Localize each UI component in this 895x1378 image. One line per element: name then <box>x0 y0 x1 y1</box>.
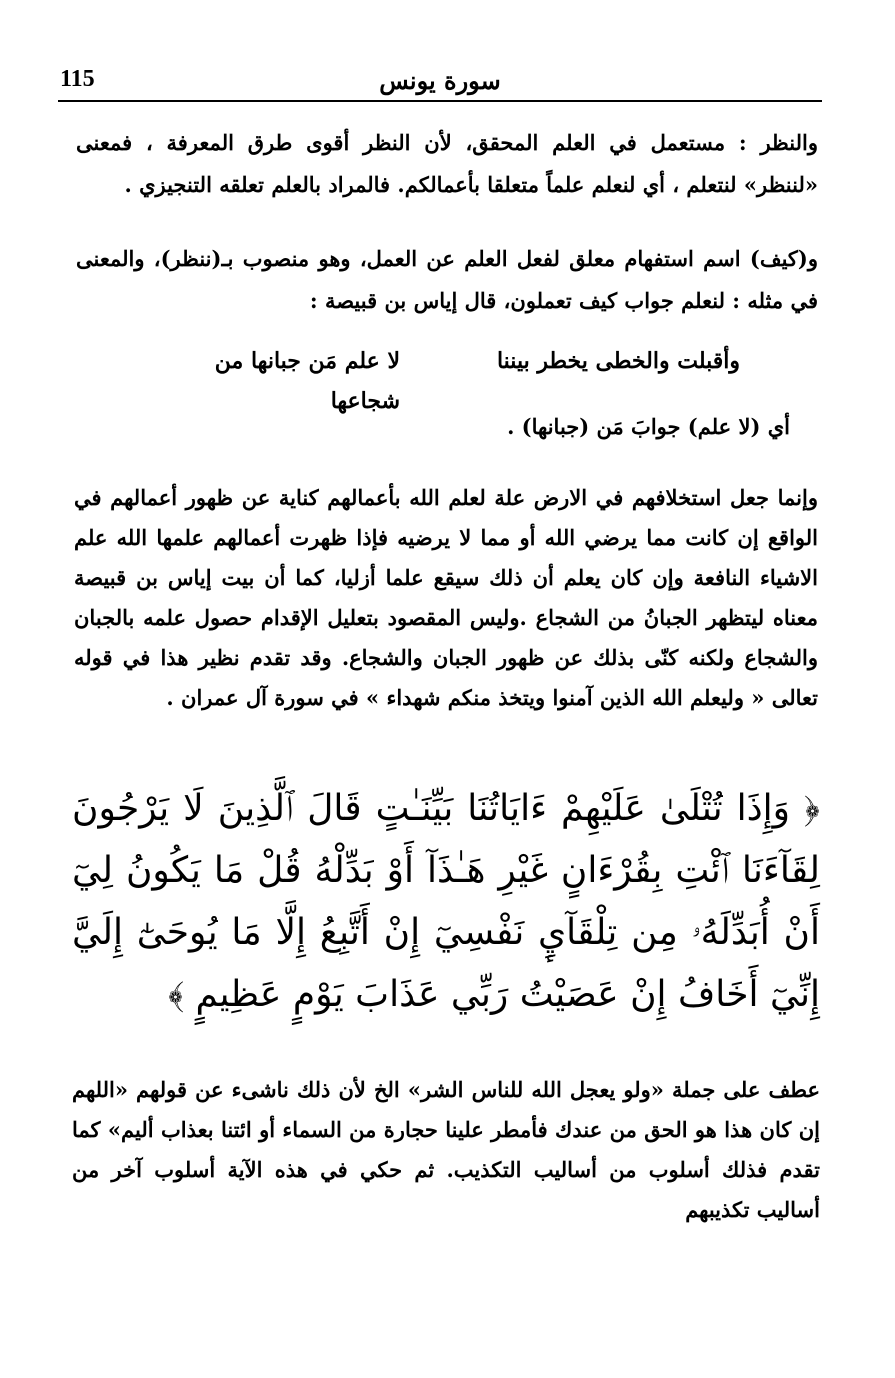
header-rule <box>58 100 822 102</box>
page-number: 115 <box>60 66 95 92</box>
page-header <box>58 62 822 106</box>
paragraph-kayfa: و(كيف) اسم استفهام معلق لفعل العلم عن العمل، وهو منصوب بـ(ننظر)، والمعنى في مثله : لنعلم جواب كيف تعملون، قال إياس بن قبيصة : <box>76 246 818 313</box>
paragraph-tafsir: عطف على جملة «ولو يعجل الله للناس الشر» الخ لأن ذلك ناشىء عن قولهم «اللهم إن كان هذا هو الحق من عندك فأمطر علينا حجارة من السماء أو ائتنا بعذاب أليم» كما تقدم فذلك أسلوب من أساليب التكذيب. ثم حكي في هذه الآية أسلوب آخر من أساليب تكذيبهم <box>72 1077 820 1222</box>
poem-hemistich-right: وأقبلت والخطى يخطر بيننا <box>496 348 740 374</box>
paragraph-nazar: والنظر : مستعمل في العلم المحقق، لأن النظر أقوى طرق المعرفة ، فمعنى «لننظر» لنتعلم ، أي لنعلم علماً متعلقا بأعمالكم. فالمراد بالعلم تعلقه التنجيزي . <box>76 130 818 197</box>
quran-verse: ﴿ وَإِذَا تُتْلَىٰ عَلَيْهِمْ ءَايَاتُنَا بَيِّنَـٰتٍ قَالَ ٱلَّذِينَ لَا يَرْجُونَ لِقَآءَنَا ٱئْتِ بِقُرْءَانٍ غَيْرِ هَـٰذَآ أَوْ بَدِّلْهُ قُلْ مَا يَكُونُ لِيٓ أَنْ أُبَدِّلَهُۥ مِن تِلْقَآيِٕ نَفْسِيٓ إِنْ أَتَّبِعُ إِلَّا مَا يُوحَىٰٓ إِلَيَّ إِنِّيٓ أَخَافُ إِنْ عَصَيْتُ رَبِّي عَذَابَ يَوْمٍ عَظِيمٍ ﴾ <box>72 788 820 1015</box>
running-title: سورة يونس <box>379 66 501 95</box>
paragraph-explanation: أي (لا علم) جوابَ مَن (جبانها) . <box>507 414 790 439</box>
paragraph-commentary: وإنما جعل استخلافهم في الارض علة لعلم الله بأعمالهم كناية عن ظهور أعمالهم في الواقع إن كانت مما يرضي الله أو مما لا يرضيه فإذا ظهرت أعمالهم علمها الله علم الاشياء النافعة وإن كان يعلم أن ذلك سيقع علما أزليا، كما أن بيت إياس بن قبيصة معناه ليتظهر الجبانُ من الشجاع .وليس المقصود بتعليل الإقدام حصول علمه بالجبان والشجاع ولكنه كنّى بذلك عن ظهور الجبان والشجاع. وقد تقدم نظير هذا في قوله تعالى « وليعلم الله الذين آمنوا ويتخذ منكم شهداء » في سورة آل عمران . <box>74 485 818 710</box>
poem-hemistich-left: لا علم مَن جبانها من شجاعها <box>214 348 400 414</box>
